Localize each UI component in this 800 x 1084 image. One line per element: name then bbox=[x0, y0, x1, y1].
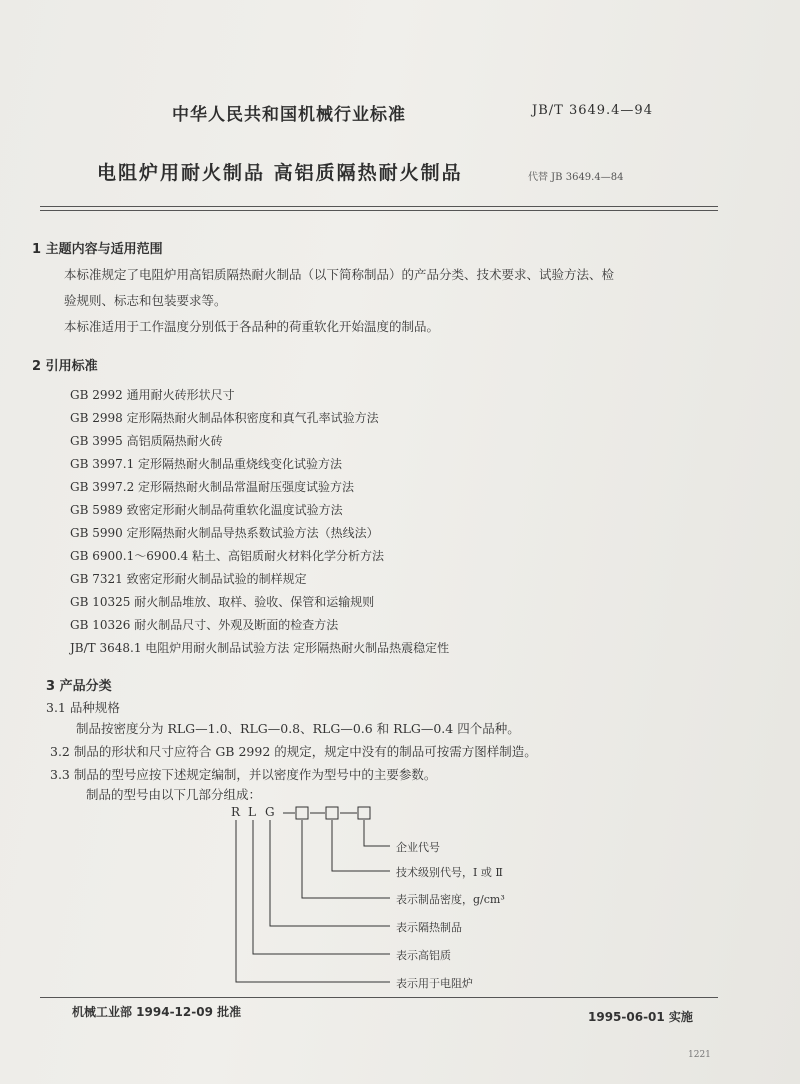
ref-item: GB 2992 通用耐火砖形状尺寸 bbox=[70, 388, 235, 402]
section-1-para-1b: 验规则、标志和包装要求等。 bbox=[64, 293, 227, 308]
ref-item: GB 2998 定形隔热耐火制品体积密度和真气孔率试验方法 bbox=[70, 411, 379, 425]
footer-rule bbox=[40, 997, 718, 998]
leader-furnace bbox=[236, 820, 390, 982]
ref-item: JB/T 3648.1 电阻炉用耐火制品试验方法 定形隔热耐火制品热震稳定性 bbox=[70, 641, 450, 655]
diagram-label: 表示制品密度，g/cm³ bbox=[396, 893, 505, 906]
ref-item: GB 3995 高铝质隔热耐火砖 bbox=[70, 434, 223, 448]
diagram-label: 技术级别代号，Ⅰ 或 Ⅱ bbox=[396, 866, 503, 879]
ref-item: GB 10325 耐火制品堆放、取样、验收、保管和运输规则 bbox=[70, 595, 375, 609]
ref-item: GB 6900.1～6900.4 粘土、高铝质耐火材料化学分析方法 bbox=[70, 549, 385, 563]
model-box-enterprise bbox=[358, 807, 370, 819]
clause-3-2: 3.2 制品的形状和尺寸应符合 GB 2992 的规定，规定中没有的制品可按需方图样制造。 bbox=[50, 744, 537, 759]
clause-3-3-text: 制品的型号由以下几部分组成： bbox=[86, 787, 262, 802]
ref-item: GB 3997.2 定形隔热耐火制品常温耐压强度试验方法 bbox=[70, 480, 355, 494]
model-letter-r: R bbox=[231, 805, 241, 819]
leader-enterprise bbox=[364, 820, 390, 846]
section-3-heading: 3 产品分类 bbox=[46, 679, 112, 694]
leader-density bbox=[302, 820, 390, 898]
model-letter-l: L bbox=[248, 805, 256, 819]
diagram-label: 表示用于电阻炉 bbox=[396, 977, 473, 990]
model-box-density bbox=[296, 807, 308, 819]
ref-item: GB 5989 致密定形耐火制品荷重软化温度试验方法 bbox=[70, 503, 343, 517]
ref-item: GB 5990 定形隔热耐火制品导热系数试验方法（热线法） bbox=[70, 526, 379, 540]
diagram-label: 表示隔热制品 bbox=[396, 921, 462, 934]
section-1-para-1a: 本标准规定了电阻炉用高铝质隔热耐火制品（以下简称制品）的产品分类、技术要求、试验方法、检 bbox=[64, 267, 615, 282]
clause-3-1-text: 制品按密度分为 RLG—1.0、RLG—0.8、RLG—0.6 和 RLG—0.4 四个品种。 bbox=[76, 721, 520, 736]
section-2-heading: 2 引用标准 bbox=[32, 359, 98, 374]
effective-date: 1995-06-01 实施 bbox=[588, 1010, 693, 1024]
clause-3-3: 3.3 制品的型号应按下述规定编制，并以密度作为型号中的主要参数。 bbox=[50, 767, 437, 782]
ref-item: GB 7321 致密定形耐火制品试验的制样规定 bbox=[70, 572, 307, 586]
standard-org: 中华人民共和国机械行业标准 bbox=[172, 105, 406, 125]
ref-item: GB 10326 耐火制品尺寸、外观及断面的检查方法 bbox=[70, 618, 339, 632]
standard-code: JB/T 3649.4—94 bbox=[532, 103, 653, 118]
model-box-grade bbox=[326, 807, 338, 819]
section-1-para-2: 本标准适用于工作温度分别低于各品种的荷重软化开始温度的制品。 bbox=[64, 319, 440, 334]
diagram-label: 企业代号 bbox=[396, 841, 440, 854]
approval-date: 机械工业部 1994-12-09 批准 bbox=[72, 1005, 242, 1019]
section-1-heading: 1 主题内容与适用范围 bbox=[32, 242, 163, 257]
leader-insulating bbox=[270, 820, 390, 926]
document-title: 电阻炉用耐火制品 高铝质隔热耐火制品 bbox=[97, 162, 463, 184]
replaces-note: 代替 JB 3649.4—84 bbox=[528, 172, 624, 183]
clause-3-1: 3.1 品种规格 bbox=[46, 700, 120, 715]
leader-high-alumina bbox=[253, 820, 390, 954]
diagram-label: 表示高铝质 bbox=[396, 949, 451, 962]
ref-item: GB 3997.1 定形隔热耐火制品重烧线变化试验方法 bbox=[70, 457, 343, 471]
model-letter-g: G bbox=[265, 805, 275, 819]
page-number: 1221 bbox=[688, 1050, 711, 1060]
